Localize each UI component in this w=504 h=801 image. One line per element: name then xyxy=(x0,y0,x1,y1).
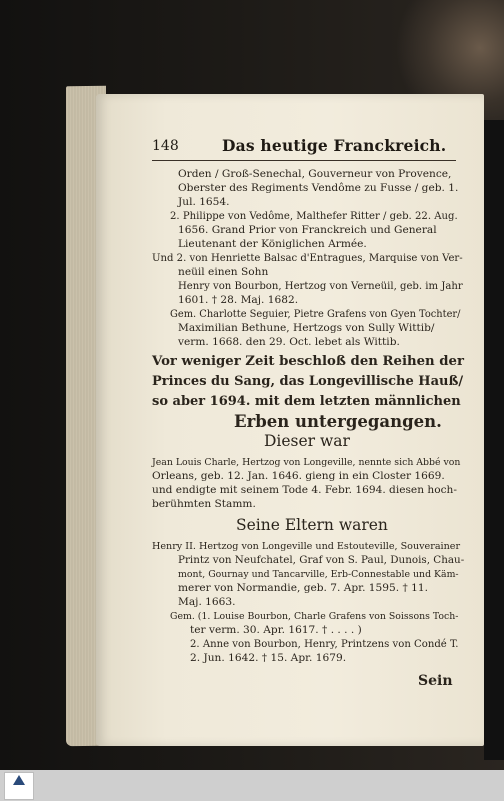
text-line: Jul. 1654. xyxy=(178,196,230,208)
text-line: mont, Gournay und Tancarville, Erb-Connestable und Käm- xyxy=(178,569,459,580)
text-line: Gem. (1. Louise Bourbon, Charle Grafens von Soissons Toch- xyxy=(170,611,459,622)
page-number: 148 xyxy=(152,138,179,154)
text-line: merer von Normandie, geb. 7. Apr. 1595. † 11. xyxy=(178,582,429,594)
text-line: Orleans, geb. 12. Jan. 1646. gieng in ein Closter 1669. xyxy=(152,470,445,482)
text-line: Maj. 1663. xyxy=(178,596,236,608)
text-line: Maximilian Bethune, Hertzogs von Sully Wittib/ xyxy=(178,322,435,334)
text-line: 1656. Grand Prior von Franckreich und General xyxy=(178,224,437,236)
catchword: Sein xyxy=(418,673,453,689)
text-line: ter verm. 30. Apr. 1617. † . . . . ) xyxy=(190,624,362,636)
text-line: und endigte mit seinem Tode 4. Febr. 1694. diesen hoch- xyxy=(152,484,457,496)
text-line: Printz von Neufchatel, Graf von S. Paul, Dunois, Chau- xyxy=(178,554,465,566)
page-header xyxy=(152,138,458,158)
text-line: verm. 1668. den 29. Oct. lebet als Wittib. xyxy=(178,336,400,348)
text-line: Gem. Charlotte Seguier, Pietre Grafens von Gyen Tochter/ xyxy=(170,309,461,320)
text-line: neüil einen Sohn xyxy=(178,266,269,278)
text-line: 2. Anne von Bourbon, Henry, Printzens von Condé T. xyxy=(190,639,459,650)
text-line: Und 2. von Henriette Balsac d'Entragues, Marquise von Ver- xyxy=(152,253,463,264)
viewer-footer xyxy=(0,770,504,801)
announcement-line: Princes du Sang, das Longevillische Hauß/ xyxy=(152,374,464,389)
library-logo xyxy=(4,772,34,800)
logo-icon xyxy=(13,775,25,785)
right-shadow xyxy=(484,120,504,760)
text-line: berühmten Stamm. xyxy=(152,498,256,510)
section-heading: Seine Eltern waren xyxy=(236,516,388,534)
announcement-line: so aber 1694. mit dem letzten männlichen xyxy=(152,394,461,409)
text-line: Henry II. Hertzog von Longeville und Estouteville, Souverainer xyxy=(152,541,461,552)
text-line: 2. Philippe von Vedôme, Malthefer Ritter / geb. 22. Aug. xyxy=(170,211,458,222)
announcement-line: Vor weniger Zeit beschloß den Reihen der xyxy=(152,354,464,369)
text-line: Oberster des Regiments Vendôme zu Fusse / geb. 1. xyxy=(178,182,459,194)
running-title: Das heutige Franckreich. xyxy=(222,136,447,155)
text-line: Jean Louis Charle, Hertzog von Longeville, nennte sich Abbé von xyxy=(152,457,461,468)
section-heading: Dieser war xyxy=(264,432,350,450)
text-line: Henry von Bourbon, Hertzog von Verneüil, geb. im Jahr xyxy=(178,281,463,292)
text-line: 2. Jun. 1642. † 15. Apr. 1679. xyxy=(190,652,347,664)
header-rule xyxy=(152,160,456,161)
text-line: 1601. † 28. Maj. 1682. xyxy=(178,294,299,306)
text-line: Lieutenant der Königlichen Armée. xyxy=(178,238,367,250)
announcement-line: Erben untergegangen. xyxy=(234,412,442,431)
text-line: Orden / Groß-Senechal, Gouverneur von Provence, xyxy=(178,168,452,180)
